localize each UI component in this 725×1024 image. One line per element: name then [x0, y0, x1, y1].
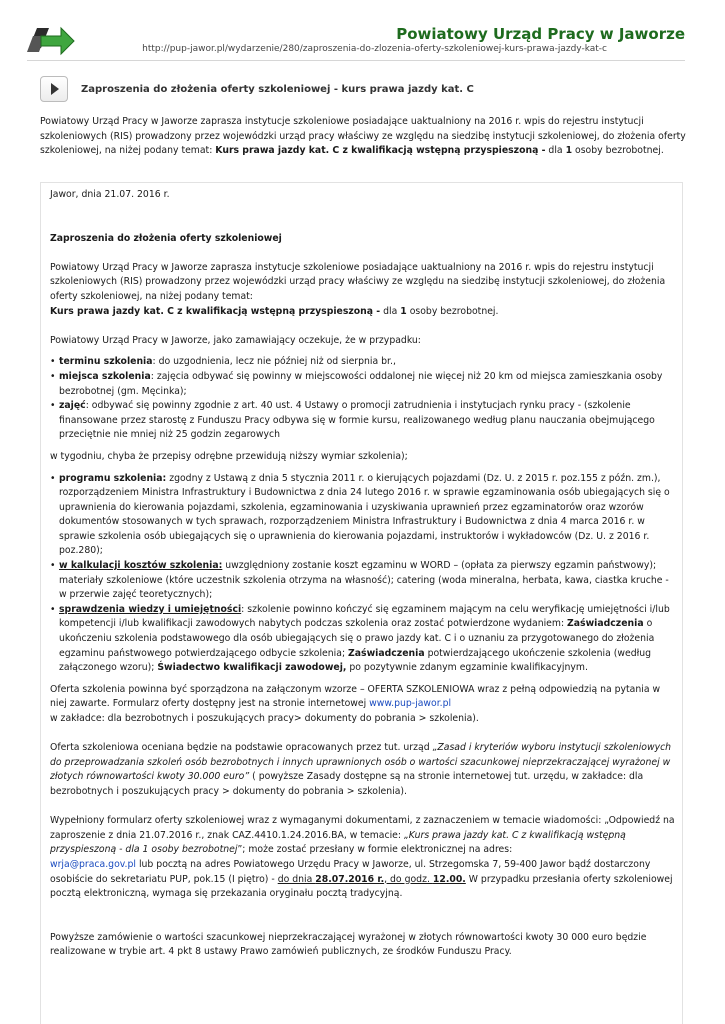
website-link[interactable]: www.pup-jawor.pl	[369, 698, 452, 710]
paragraph-7: Powyższe zamówienie o wartości szacunkowej nieprzekraczającej wyrażonej w złotych równowartości kwoty 30 000 euro będzie realizowane w trybie art. 4 pkt 8 ustawy Prawo zamówień publicznych, ze środków Funduszu Pracy.	[50, 931, 647, 958]
post-intro: Powiatowy Urząd Pracy w Jaworze zaprasza instytucje szkoleniowe posiadające uaktualniony na 2016 r. wpis do rejestru instytucji szkoleniowych (RIS) prowadzony przez wojewódzki urząd pracy właściwy ze względu na siedzibę instytucji szkoleniowej, do złożenia oferty szkoleniowej, na niżej podany temat: Kurs prawa jazdy kat. C z kwalifikacją wstępną przyspieszoną - dla 1 osoby bezrobotnej.	[40, 116, 686, 157]
post-title: Zaproszenia do złożenia oferty szkoleniowej - kurs prawa jazdy kat. C	[81, 84, 474, 95]
list-item: • terminu szkolenia: do uzgodnienia, lecz nie później niż od sierpnia br.,	[50, 355, 675, 370]
paragraph-2: Powiatowy Urząd Pracy w Jaworze, jako zamawiający oczekuje, że w przypadku:	[50, 334, 421, 346]
paragraph-4: Oferta szkolenia powinna być sporządzona na załączonym wzorze – OFERTA SZKOLENIOWA wraz z pełną odpowiedzią na pytania w niej zawarte. Formularz oferty dostępny jest na stronie internetowej www.pup-jawor.pl w zakładce: dla bezrobotnych i poszukujących pracy> dokumenty do pobrania > szkolenia).	[50, 683, 661, 724]
chevron-right-icon	[50, 83, 60, 95]
arrow-logo-icon[interactable]	[27, 22, 75, 56]
site-title[interactable]: Powiatowy Urząd Pracy w Jaworze	[396, 25, 685, 43]
list-item: • zajęć: odbywać się powinny zgodnie z art. 40 ust. 4 Ustawy o promocji zatrudnienia i instytucjach rynku pracy - (szkolenie finansowane przez starostę z Funduszu Pracy odbywa się w formie kursu, realizowanego według planu nauczania obejmującego przeciętnie nie mniej niż 25 godzin zegarowych	[50, 399, 675, 443]
page-url: http://pup-jawor.pl/wydarzenie/280/zaproszenia-do-zlozenia-oferty-szkoleniowej-kurs-prawa-jazdy-kat-c	[142, 44, 607, 54]
expectations-list-1	[50, 355, 675, 443]
list-item: • w kalkulacji kosztów szkolenia: uwzględniony zostanie koszt egzaminu w WORD – (opłata za pierwszy egzamin państwowy); materiały szkoleniowe (które uczestnik szkolenia otrzyma na własność); catering (woda mineralna, herbata, kawa, ciastka kruche - w przerwie zajęć teoretycznych);	[50, 559, 675, 603]
email-link[interactable]: wrja@praca.gov.pl	[50, 858, 136, 870]
paragraph-6: Wypełniony formularz oferty szkoleniowej wraz z wymaganymi dokumentami, z zaznaczeniem w temacie wiadomości: „Odpowiedź na zaproszenie z dnia 21.07.2016 r., znak CAZ.4410.1.24.2016.BA, w temacie: „Kurs prawa jazdy kat. C z kwalifikacją wstępną przyspieszoną - dla 1 osoby bezrobotnej”; może zostać przesłany w formie elektronicznej na adres: wrja@praca.gov.pl lub pocztą na adres Powiatowego Urzędu Pracy w Jaworze, ul. Strzegomska 7, 59-400 Jawor bądź dostarczony osobiście do sekretariatu PUP, pok.15 (I piętro) - do dnia 28.07.2016 r., do godz. 12.00. W przypadku przesłania oferty szkoleniowej pocztą elektroniczną, wymaga się przekazania oryginału pocztą tradycyjną.	[50, 815, 675, 900]
list-item: • sprawdzenia wiedzy i umiejętności: szkolenie powinno kończyć się egzaminem mającym na celu weryfikację umiejętności i/lub kompetencji i/lub kwalifikacji zawodowych nabytych podczas szkolenia oraz zostać potwierdzone wydaniem: Zaświadczenia o ukończeniu szkolenia podstawowego dla osób ubiegających się o prawo jazdy kat. C i o uznaniu za przygotowanego do złożenia egzaminu państwowego potwierdzającego odbycie szkolenia; Zaświadczenia potwierdzającego ukończenie szkolenia (według załączonego wzoru); Świadectwo kwalifikacji zawodowej, po pozytywnie zdanym egzaminie kwalifikacyjnym.	[50, 603, 675, 676]
document-content	[50, 188, 675, 960]
paragraph-3: w tygodniu, chyba że przepisy odrębne przewidują niższy wymiar szkolenia);	[50, 450, 408, 462]
site-header	[0, 0, 725, 64]
expectations-list-2	[50, 472, 675, 676]
paragraph-1: Powiatowy Urząd Pracy w Jaworze zaprasza instytucje szkoleniowe posiadające uaktualniony na 2016 r. wpis do rejestru instytucji szkoleniowych (RIS) prowadzony przez wojewódzki urząd pracy właściwy ze względu na siedzibę instytucji szkoleniowej, do złożenia oferty szkoleniowej, na niżej podany temat: Kurs prawa jazdy kat. C z kwalifikacją wstępną przyspieszoną - dla 1 osoby bezrobotnej.	[50, 261, 666, 317]
list-item: • programu szkolenia: zgodny z Ustawą z dnia 5 stycznia 2011 r. o kierujących pojazdami (Dz. U. z 2015 r. poz.155 z późn. zm.), rozporządzeniem Ministra Infrastruktury i Budownictwa z dnia 24 lutego 2016 r. w sprawie egzaminowania osób ubiegających się o uprawnienia do kierowania pojazdami, szkolenia, egzaminowania i uzyskiwania uprawnień przez egzaminatorów oraz wzorów dokumentów stosowanych w tych sprawach, rozporządzeniem Ministra Infrastruktury i Budownictwa z dnia 4 marca 2016 r. w sprawie szkolenia osób ubiegających się o uprawnienia do kierowania pojazdami, instruktorów i wykładowców (Dz. U. z 2016 r. poz.280);	[50, 472, 675, 560]
paragraph-5: Oferta szkoleniowa oceniana będzie na podstawie opracowanych przez tut. urząd „Zasad i kryteriów wyboru instytucji szkoleniowych do przeprowadzania szkoleń osób bezrobotnych i innych uprawnionych osób o wartości szacunkowej nieprzekraczającej wyrażonej w złotych równowartości kwoty 30.000 euro” ( powyższe Zasady dostępne są na stronie internetowej tut. urzędu, w zakładce: dla bezrobotnych i poszukujących pracy > dokumenty do pobrania > szkolenia).	[50, 742, 672, 797]
document-date: Jawor, dnia 21.07. 2016 r.	[50, 189, 170, 200]
header-divider	[27, 60, 685, 61]
post-arrow-button[interactable]	[40, 76, 68, 102]
list-item: • miejsca szkolenia: zajęcia odbywać się powinny w miejscowości oddalonej nie więcej niż 20 km od miejsca zamieszkania osoby bezrobotnej (gm. Męcinka);	[50, 370, 675, 399]
document-heading: Zaproszenia do złożenia oferty szkoleniowej	[50, 232, 282, 244]
